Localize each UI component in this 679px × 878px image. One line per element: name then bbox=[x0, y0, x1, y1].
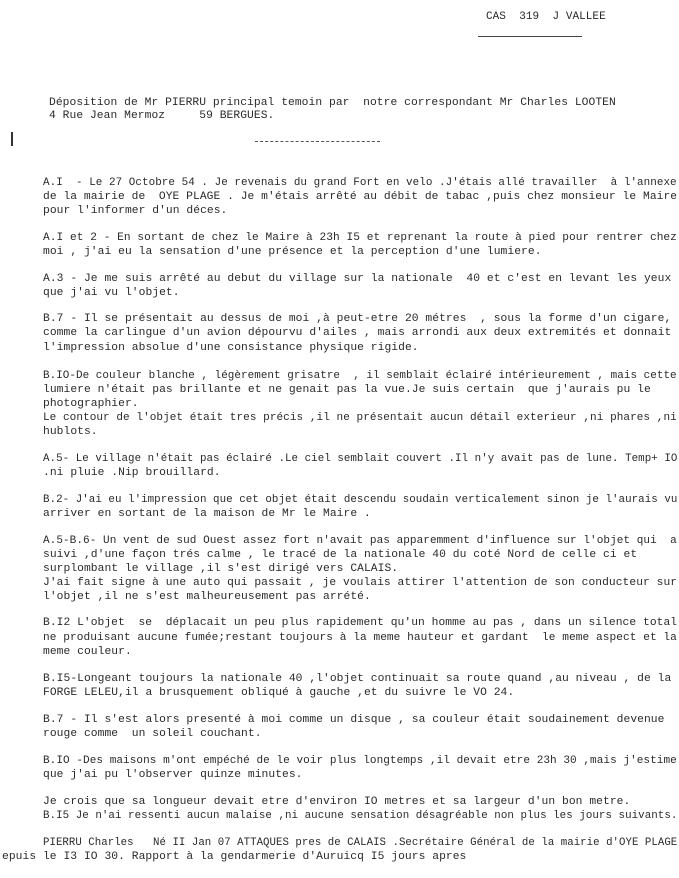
para-9-line-1: B.I2 L'objet se déplacait un peu plus rapidement qu'un homme au pas , dans un silence total bbox=[43, 617, 678, 629]
intro-line-1: Déposition de Mr PIERRU principal temoin par notre correspondant Mr Charles LOOTEN bbox=[49, 97, 616, 109]
para-1-line-2: de la mairie de OYE PLAGE . Je m'étais arrêté au débit de tabac ,puis chez monsieur le Maire bbox=[43, 191, 678, 203]
para-12-line-2: que j'ai pu l'observer quinze minutes. bbox=[43, 769, 303, 781]
para-8-line-2: suivi ,d'une façon trés calme , le tracé de la nationale 40 du coté Nord de celle ci et bbox=[43, 549, 638, 561]
para-9-line-2: ne produisant aucune fumée;restant toujours à la meme hauteur et gardant le meme aspect et la bbox=[43, 632, 677, 644]
para-1-line-3: pour l'informer d'un déces. bbox=[43, 205, 228, 217]
para-2-line-2: moi , j'ai eu la sensation d'une présence et la perception d'une lumiere. bbox=[43, 246, 542, 258]
para-4-line-3: l'impression absolue d'une consistance physique rigide. bbox=[43, 342, 419, 354]
para-8-line-1: A.5-B.6- Un vent de sud Ouest assez fort n'avait pas apparemment d'influence sur l'objet qui a bbox=[43, 535, 677, 547]
case-reference: CAS 319 J VALLEE bbox=[486, 11, 606, 23]
para-4-line-2: comme la carlingue d'un avion dépourvu d'ailes , mais arrondi aux deux extremités et donnait bbox=[43, 327, 672, 339]
para-7-line-1: B.2- J'ai eu l'impression que cet objet était descendu soudain verticalement sinon je l'aurais vu bbox=[43, 494, 678, 506]
para-11-line-1: B.7 - Il s'est alors presenté à moi comme un disque , sa couleur était soudainement devenue bbox=[43, 714, 665, 726]
para-5-line-1: B.IO-De couleur blanche , légèrement grisatre , il semblait éclairé intérieurement , mais cette bbox=[43, 370, 677, 382]
case-reference-underline bbox=[478, 36, 582, 37]
para-8-line-5: l'objet ,il ne s'est malheureusement pas arrété. bbox=[43, 591, 371, 603]
para-3-line-1: A.3 - Je me suis arrêté au debut du village sur la nationale 40 et c'est en levant les yeux bbox=[43, 273, 672, 285]
para-9-line-3: meme couleur. bbox=[43, 646, 132, 658]
para-13-line-2: B.I5 Je n'ai ressenti aucun malaise ,ni aucune sensation désagréable non plus les jours suivants. bbox=[43, 810, 678, 822]
footer-line-1: PIERRU Charles Né II Jan 07 ATTAQUES pres de CALAIS .Secrétaire Général de la mairie d'OYE PLAGE bbox=[43, 837, 678, 849]
para-2-line-1: A.I et 2 - En sortant de chez le Maire à 23h I5 et reprenant la route à pied pour rentrer chez bbox=[43, 232, 677, 244]
para-12-line-1: B.IO -Des maisons m'ont empéché de le voir plus longtemps ,il devait etre 23h 30 ,mais j'estime bbox=[43, 755, 677, 767]
para-5-line-2: lumiere n'était pas brillante et ne genait pas la vue.Je suis certain que j'aurais pu le bbox=[43, 384, 651, 396]
para-10-line-2: FORGE LELEU,il a brusquement obliqué à gauche ,et du suivre le VO 24. bbox=[43, 687, 515, 699]
para-1-line-1: A.I - Le 27 Octobre 54 . Je revenais du grand Fort en velo .J'étais allé travailler à l'annexe bbox=[43, 177, 677, 189]
para-4-line-1: B.7 - Il se présentait au dessus de moi ,à peut-etre 20 métres , sous la forme d'un cigare, bbox=[43, 313, 672, 325]
para-13-line-1: Je crois que sa longueur devait etre d'environ IO metres et sa largeur d'un bon metre. bbox=[43, 796, 631, 808]
para-6-line-1: A.5- Le village n'était pas éclairé .Le ciel semblait couvert .Il n'y avait pas de lune. Temp+ IO bbox=[43, 453, 678, 465]
para-5-line-5: hublots. bbox=[43, 426, 98, 438]
para-5-line-3: photographier. bbox=[43, 398, 139, 410]
para-3-line-2: que j'ai vu l'objet. bbox=[43, 287, 180, 299]
para-8-line-4: J'ai fait signe à une auto qui passait , je voulais attirer l'attention de son conducteur sur bbox=[43, 577, 678, 589]
separator-dashes bbox=[255, 141, 380, 142]
para-11-line-2: rouge comme un soleil couchant. bbox=[43, 728, 262, 740]
para-8-line-3: surplombant le village ,il s'est dirigé vers CALAIS. bbox=[43, 563, 399, 575]
footer-line-2: epuis le I3 IO 30. Rapport à la gendarmerie d'Auruicq I5 jours apres bbox=[2, 851, 467, 863]
para-10-line-1: B.I5-Longeant toujours la nationale 40 ,l'objet continuait sa route quand ,au niveau , de la bbox=[43, 673, 672, 685]
intro-line-2: 4 Rue Jean Mermoz 59 BERGUES. bbox=[49, 110, 275, 122]
para-6-line-2: .ni pluie .Nip brouillard. bbox=[43, 467, 221, 479]
para-7-line-2: arriver en sortant de la maison de Mr le Maire . bbox=[43, 508, 371, 520]
para-5-line-4: Le contour de l'objet était tres précis ,il ne présentait aucun détail exterieur ,ni phares ,ni bbox=[43, 412, 677, 424]
margin-mark bbox=[11, 132, 13, 146]
